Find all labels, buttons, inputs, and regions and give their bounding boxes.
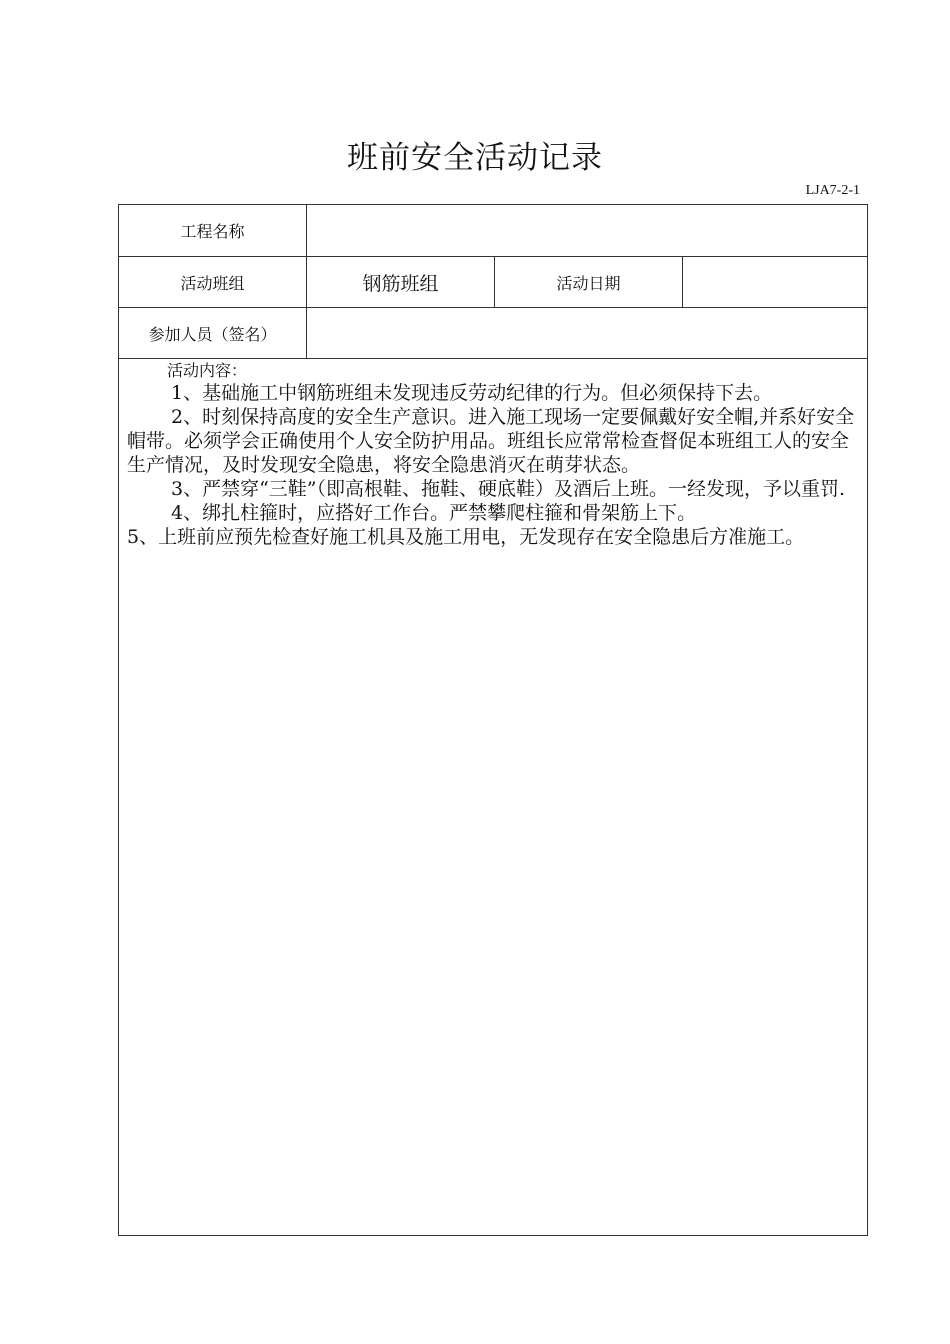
participants-field[interactable] (307, 308, 867, 358)
team-field[interactable]: 钢筋班组 (362, 272, 439, 295)
content-item-1: 1、基础施工中钢筋班组未发现违反劳动纪律的行为。但必须保持下去。 (171, 382, 773, 404)
project-name-label: 工程名称 (180, 222, 245, 241)
document-title: 班前安全活动记录 (347, 140, 603, 176)
content-heading: 活动内容： (167, 361, 248, 380)
team-row (119, 257, 867, 308)
form-code: LJA7-2-1 (805, 183, 860, 198)
content-item-2: 2、时刻保持高度的安全生产意识。进入施工现场一定要佩戴好安全帽,并系好安全帽带。必须学会正确使用个人安全防护用品。班组长应常常检查督促本班组工人的安全生产情况，及时发现安全隐患，将安全隐患消灭在萌芽状态。 (127, 406, 855, 476)
date-field[interactable] (683, 257, 867, 307)
project-name-row (119, 205, 867, 257)
content-item-4: 4、绑扎柱箍时，应搭好工作台。严禁攀爬柱箍和骨架筋上下。 (171, 502, 697, 524)
team-label: 活动班组 (180, 273, 245, 293)
safety-record-form (118, 204, 868, 1236)
date-label: 活动日期 (556, 273, 621, 293)
project-name-field[interactable] (307, 205, 867, 256)
participants-label: 参加人员（签名） (148, 324, 277, 344)
activity-content (127, 361, 859, 549)
content-item-5: 5、上班前应预先检查好施工机具及施工用电，无发现存在安全隐患后方准施工。 (127, 526, 805, 548)
content-item-3: 3、严禁穿“三鞋”（即高根鞋、拖鞋、硬底鞋）及酒后上班。一经发现，予以重罚. (171, 478, 846, 500)
participants-row (119, 308, 867, 359)
